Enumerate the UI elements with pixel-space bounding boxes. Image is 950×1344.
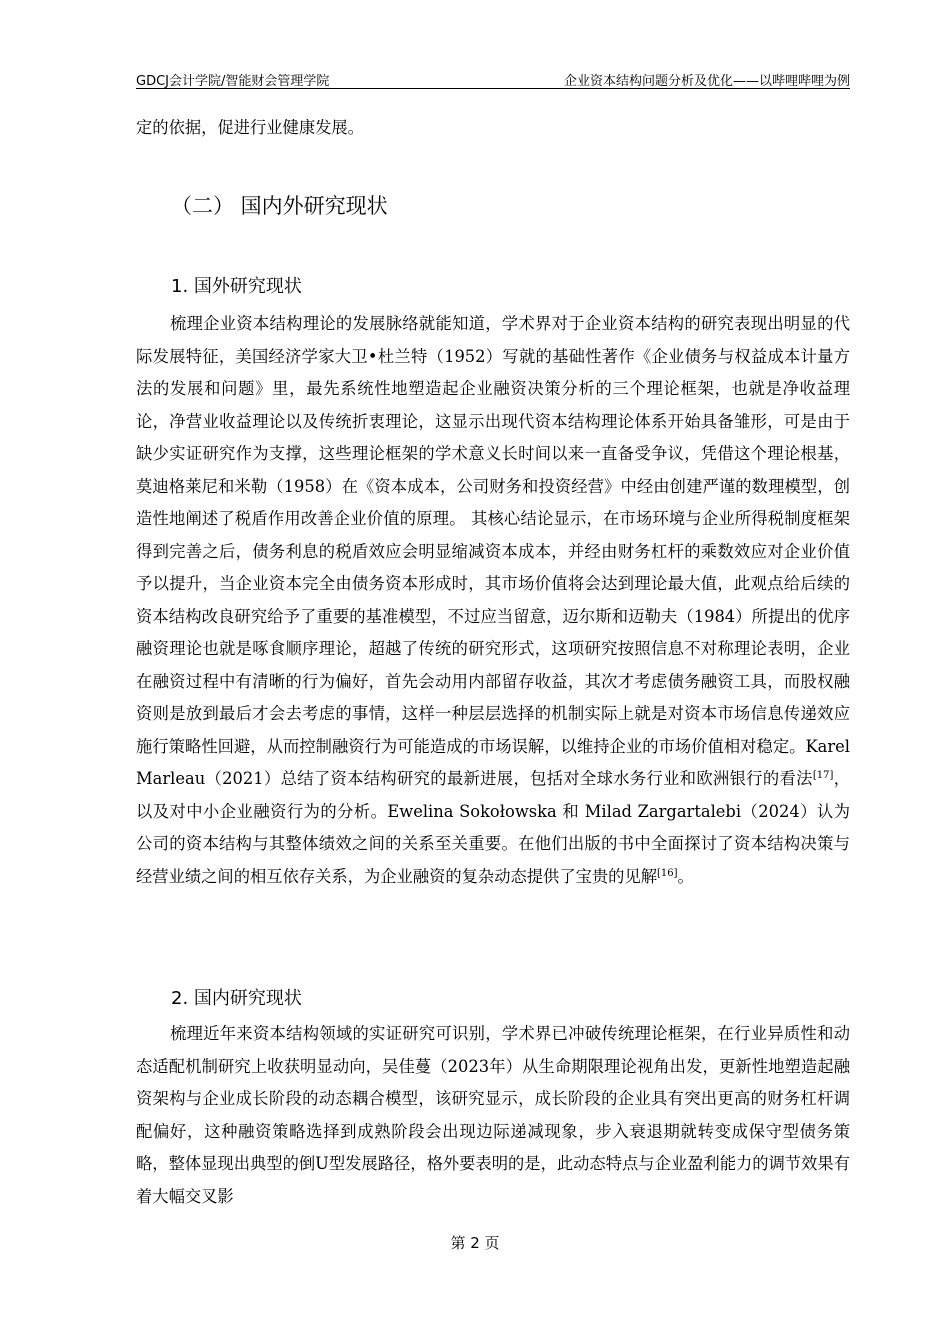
citation-ref: [17] (812, 770, 834, 781)
header-rule (136, 88, 850, 89)
header-thesis-title: 企业资本结构问题分析及优化——以哔哩哔哩为例 (563, 74, 850, 89)
citation-ref: [16] (657, 867, 678, 879)
paragraph-foreign-research (136, 308, 850, 893)
subsection-heading-foreign: 1. 国外研究现状 (171, 276, 302, 297)
paragraph-continued: 定的依据，促进行业健康发展。 (136, 118, 364, 137)
page-header (136, 70, 850, 88)
paragraph-domestic-research: 梳理近年来资本结构领域的实证研究可识别，学术界已冲破传统理论框架，在行业异质性和动态适配机制研究上收获明显动向，吴佳蔓（2023年）从生命期限理论视角出发，更新性地塑造起融资架构与企业成长阶段的动态耦合模型，该研究显示，成长阶段的企业具有突出更高的财务杠杆调配偏好，这种融资策略选择到成熟阶段会出现边际递减现象，步入衰退期就转变成保守型债务策略，整体显现出典型的倒U型发展路径，格外要表明的是，此动态特点与企业盈利能力的调节效果有着大幅交叉影 (136, 1024, 850, 1206)
subsection-heading-domestic: 2. 国内研究现状 (171, 988, 302, 1009)
header-institution: GDCJ会计学院/智能财会管理学院 (136, 74, 330, 89)
paragraph-text: 梳理企业资本结构理论的发展脉络就能知道，学术界对于企业资本结构的研究表现出明显的代际发展特征，美国经济学家大卫•杜兰特（1952）写就的基础性著作《企业债务与权益成本计量方法的发展和问题》里，最先系统性地塑造起企业融资决策分析的三个理论框架，也就是净收益理论，净营业收益理论以及传统折衷理论，这显示出现代资本结构理论体系开始具备雏形，可是由于缺少实证研究作为支撑，这些理论框架的学术意义长时间以来一直备受争议，凭借这个理论根基，莫迪格莱尼和米勒（1958）在《资本成本，公司财务和投资经营》中经由创建严谨的数理模型，创造性地阐述了税盾作用改善企业价值的原理。 其核心结论显示，在市场环境与企业所得税制度框架得到完善之后，债务利息的税盾效应会明显缩减资本成本，并经由财务杠杆的乘数效应对企业价值予以提升，当企业资本完全由债务资本形成时，其市场价值将会达到理论最大值，此观点给后续的资本结构改良研究给予了重要的基准模型，不过应当留意，迈尔斯和迈勒夫（1984）所提出的优序融资理论也就是啄食顺序理论，超越了传统的研究形式，这项研究按照信息不对称理论表明，企业在融资过程中有清晰的行为偏好，首先会动用内部留存收益，其次才考虑债务融资工具，而股权融资则是放到最后才会去考虑的事情，这样一种层层选择的机制实际上就是对资本市场信息传递效应施行策略性回避，从而控制融资行为可能造成的市场误解，以维持企业的市场价值相对稳定。Karel Marleau（2021）总结了资本结构研究的最新进展，包括对全球水务行业和欧洲银行的看法 (136, 314, 850, 788)
paragraph-text: ，以及对中小企业融资行为的分析。Ewelina Sokołowska 和 Milad Zargartalebi（2024）认为公司的资本结构与其整体绩效之间的关系至关重要。在他们出版的书中全面探讨了资本结构决策与经营业绩之间的相互依存关系，为企业融资的复杂动态提供了宝贵的见解 (136, 769, 850, 886)
section-heading: （二） 国内外研究现状 (171, 194, 388, 218)
paragraph-text: 。 (677, 866, 694, 886)
page-number: 第 2 页 (450, 1234, 500, 1252)
